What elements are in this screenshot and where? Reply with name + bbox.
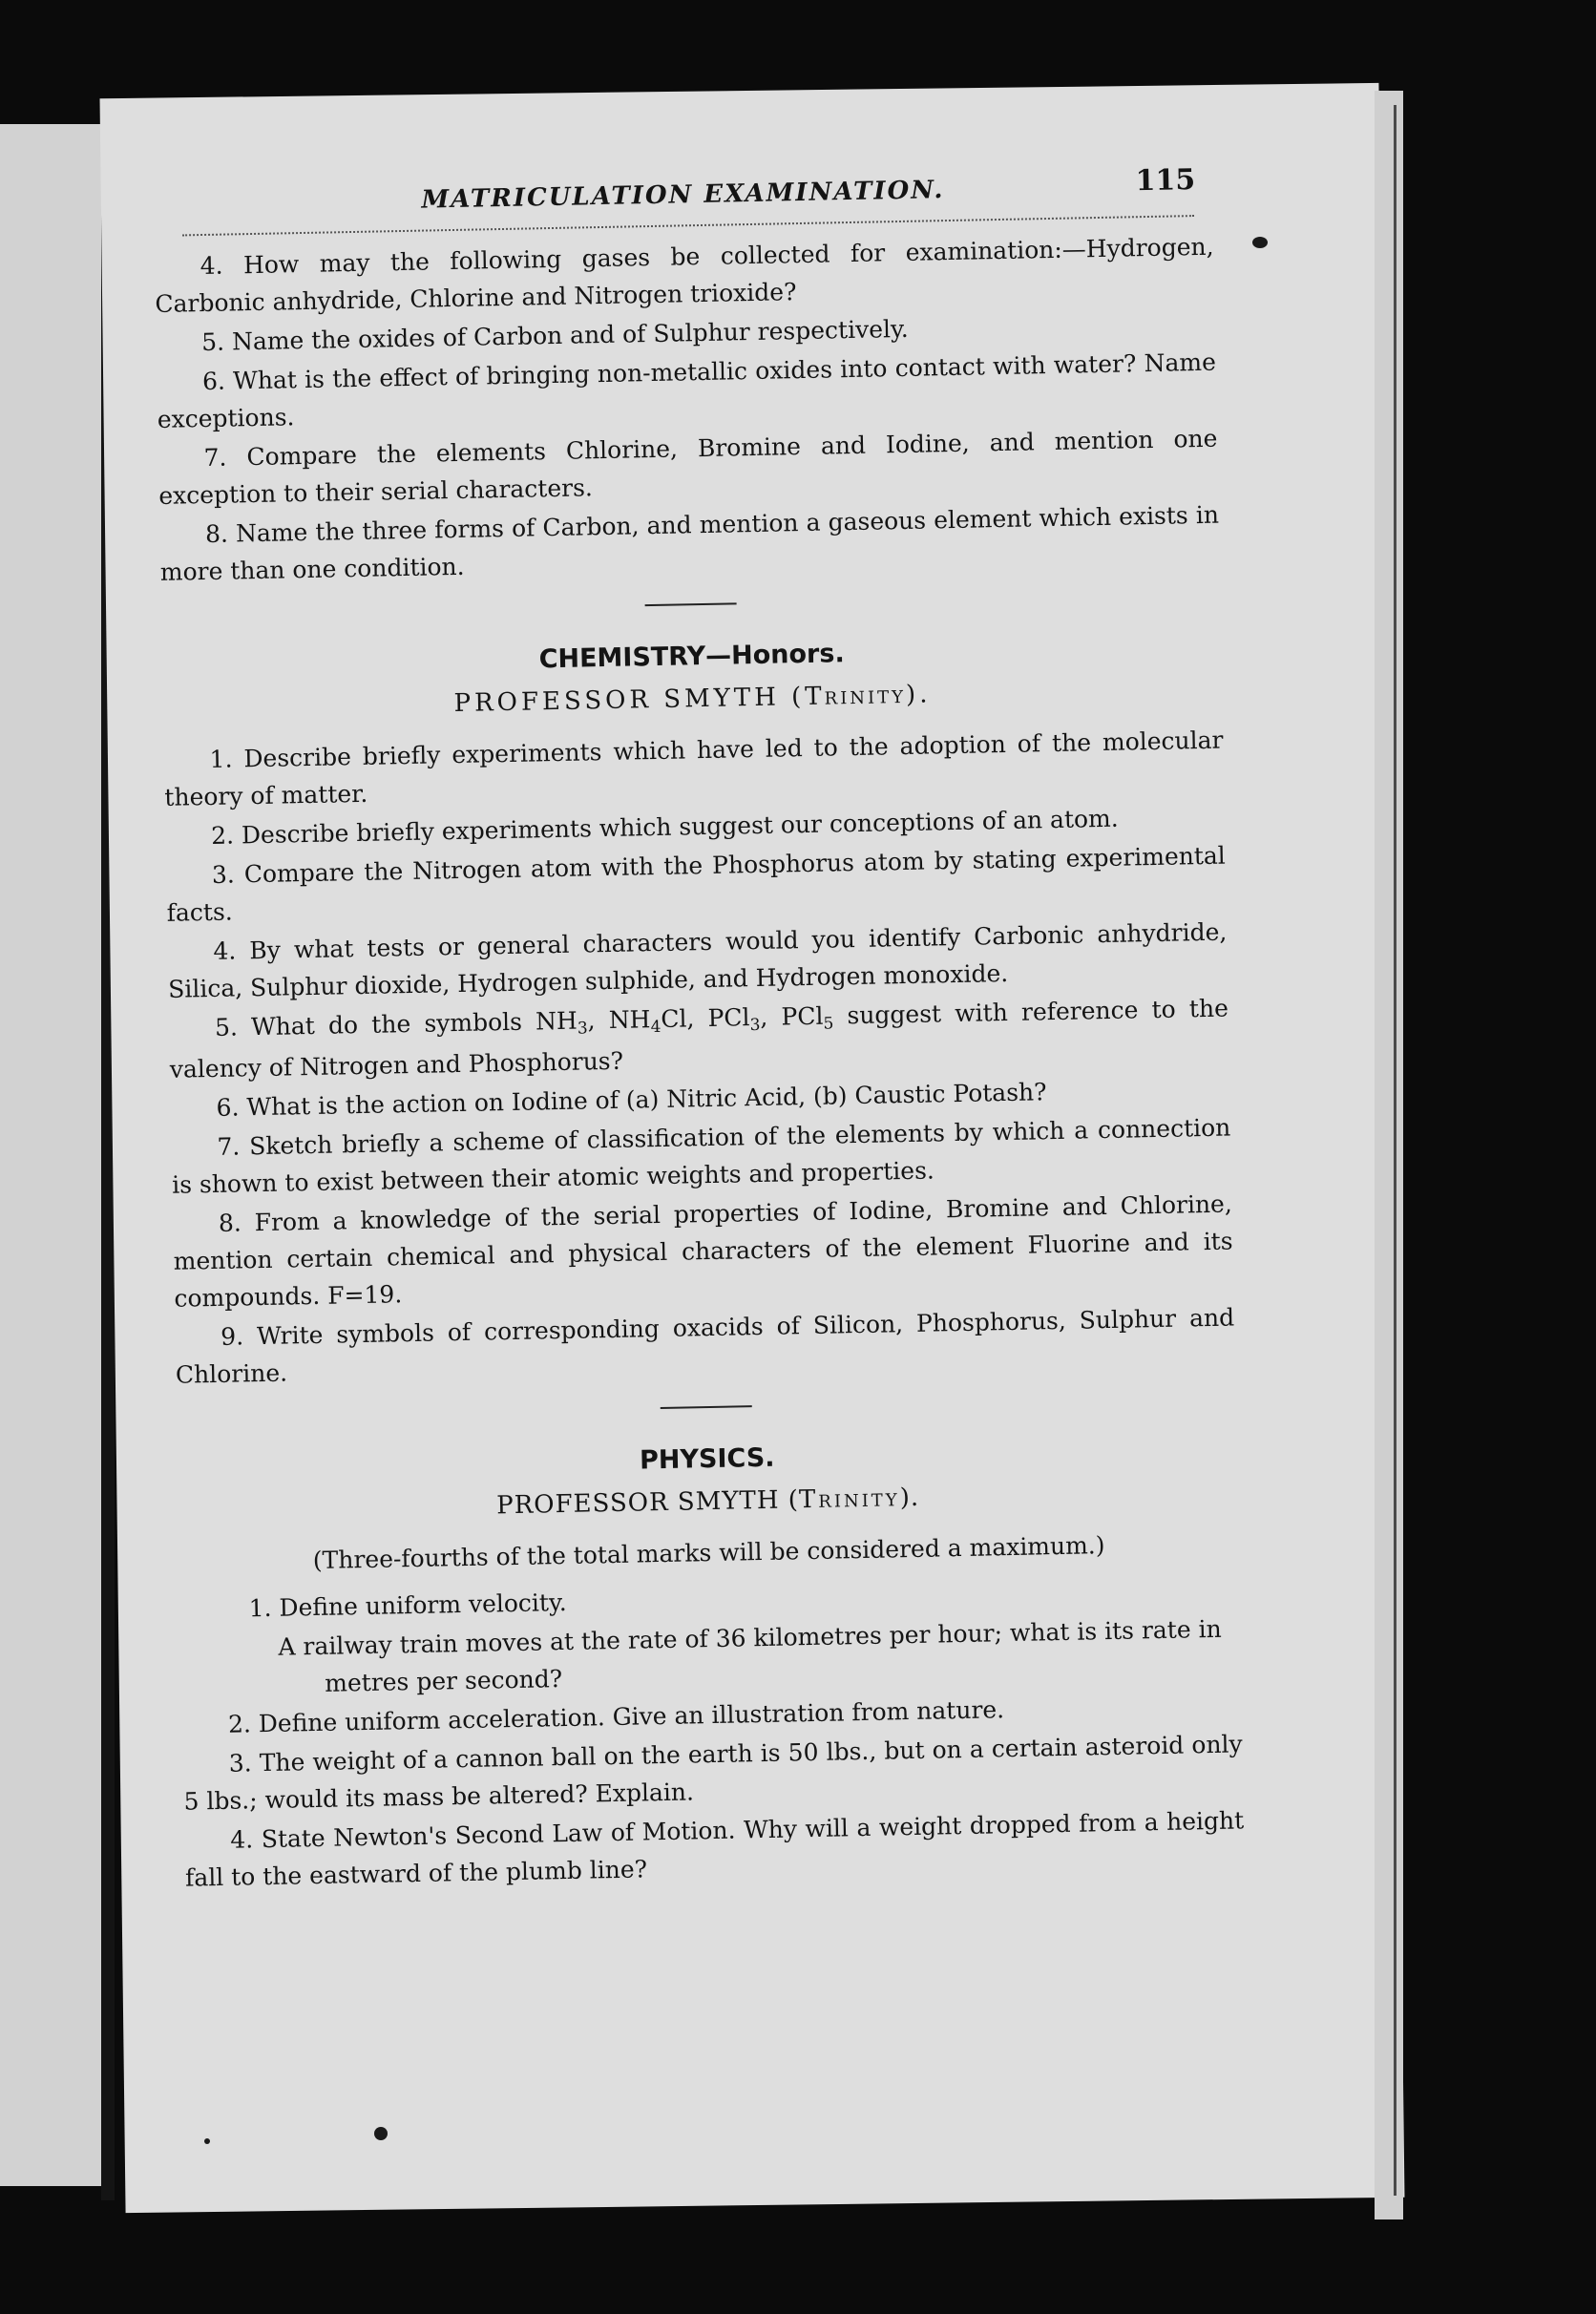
q5-text: suggest with reference to the valency of Nitrogen and Phosphorus? xyxy=(169,994,1229,1083)
q5-text: 5. What do the symbols NH xyxy=(214,1006,578,1041)
question: 2. Describe briefly experiments which suggest our conceptions of an atom. xyxy=(210,804,1119,850)
q5-text: , NH xyxy=(587,1005,651,1035)
page-number: 115 xyxy=(1135,163,1196,199)
q5-text: , PCl xyxy=(760,1001,824,1031)
examiner-name: PROFESSOR SMYTH xyxy=(453,683,781,719)
question: 1. Define uniform velocity. xyxy=(248,1588,567,1623)
question: 3. Compare the Nitrogen atom with the Phosphorus atom by stating experimental facts. xyxy=(166,841,1227,927)
examiner-college: Trinity xyxy=(798,1483,900,1515)
examiner-college: Trinity xyxy=(804,680,907,711)
question: 6. What is the effect of bringing non-metallic oxides into contact with water? Name exceptions. xyxy=(157,347,1217,433)
examiner-line: PROFESSOR SMYTH (Trinity). xyxy=(495,1483,920,1521)
subscript: 5 xyxy=(823,1014,834,1034)
examiner-line: PROFESSOR SMYTH (Trinity). xyxy=(453,680,932,719)
question: 8. Name the three forms of Carbon, and mention a gaseous element which exists in more than one condition. xyxy=(159,500,1220,586)
question: 4. State Newton's Second Law of Motion. Why will a weight dropped from a height fall to the eastward of the plumb line? xyxy=(184,1806,1245,1892)
question: 4. By what tests or general characters would you identify Carbonic anhydride, Silica, Sulphur dioxide, Hydrogen sulphide, and Hydrogen monoxide. xyxy=(167,917,1228,1003)
subscript: 3 xyxy=(749,1015,761,1036)
question: 3. The weight of a cannon ball on the earth is 50 lbs., but on a certain asteroid only 5 lbs.; would its mass be altered? Explain. xyxy=(183,1730,1243,1816)
section-divider xyxy=(661,1405,752,1409)
question: 5. Name the oxides of Carbon and of Sulphur respectively. xyxy=(200,314,909,357)
marks-note: (Three-fourths of the total marks will be considered a maximum.) xyxy=(312,1531,1105,1575)
question: 9. Write symbols of corresponding oxacids of Silicon, Phosphorus, Sulphur and Chlorine. xyxy=(175,1303,1235,1389)
page-edge-stack xyxy=(1375,91,1403,2219)
section-title-chemistry-honors: CHEMISTRY—Honors. xyxy=(538,639,845,675)
subscript: 3 xyxy=(577,1019,588,1039)
question: 2. Define uniform acceleration. Give an illustration from nature. xyxy=(227,1695,1005,1738)
question: 7. Compare the elements Chlorine, Bromine and Iodine, and mention one exception to their serial characters. xyxy=(158,424,1218,510)
q5-text: Cl, PCl xyxy=(661,1003,750,1033)
ink-speck xyxy=(374,2127,388,2140)
section-title-physics: PHYSICS. xyxy=(639,1442,775,1476)
section-divider xyxy=(645,602,737,606)
page-text xyxy=(153,161,1245,1899)
running-head: MATRICULATION EXAMINATION. xyxy=(421,176,945,215)
subscript: 4 xyxy=(650,1017,662,1038)
question: 6. What is the action on Iodine of (a) Nitric Acid, (b) Caustic Potash? xyxy=(216,1078,1047,1122)
facing-page-edge xyxy=(0,124,107,2186)
page-edge-shadow xyxy=(1394,105,1396,2196)
question: 1. Describe briefly experiments which have led to the adoption of the molecular theory of matter. xyxy=(164,726,1224,811)
examiner-name: PROFESSOR SMYTH xyxy=(495,1485,780,1521)
sub-question: A railway train moves at the rate of 36 kilometres per hour; what is its rate in metres per second? xyxy=(278,1614,1222,1697)
ink-speck xyxy=(1252,237,1268,248)
question: 4. How may the following gases be collected for examination:—Hydrogen, Carbonic anhydride, Chlorine and Nitrogen trioxide? xyxy=(155,232,1214,318)
question: 8. From a knowledge of the serial properties of Iodine, Bromine and Chlorine, mention certain chemical and physical characters of the element Fluorine and its compounds. F=19. xyxy=(173,1189,1233,1313)
ink-speck xyxy=(204,2138,210,2144)
question: 7. Sketch briefly a scheme of classification of the elements by which a connection is shown to exist between their atomic weights and properties. xyxy=(171,1113,1231,1199)
